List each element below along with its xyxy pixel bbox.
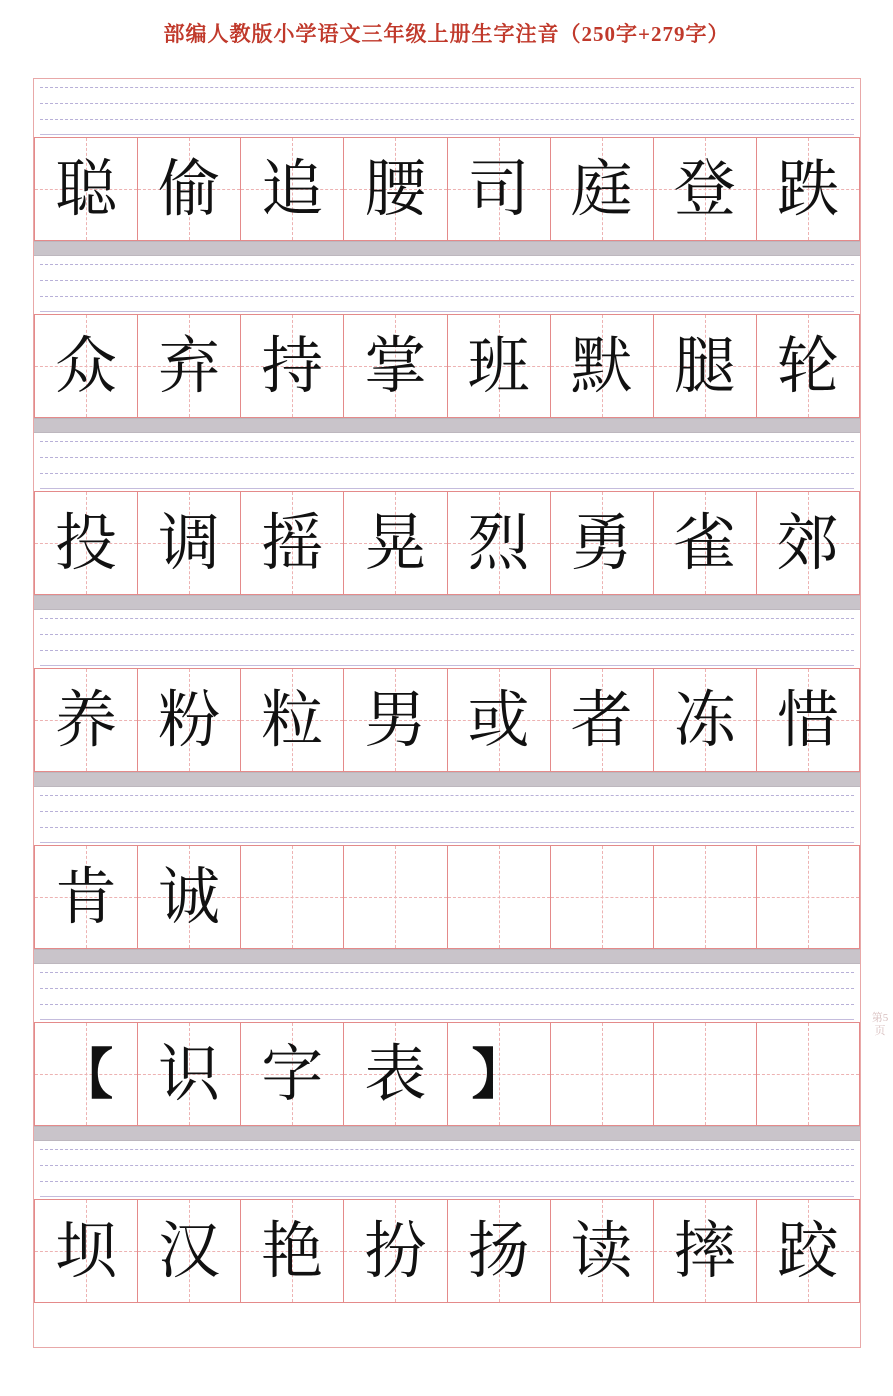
pinyin-strip	[34, 433, 860, 491]
character-cell[interactable]	[551, 1200, 654, 1302]
character-cell[interactable]	[654, 1023, 757, 1125]
character-cell[interactable]	[551, 492, 654, 594]
pinyin-line	[40, 1149, 854, 1150]
pinyin-line	[40, 842, 854, 843]
character-cell[interactable]	[448, 138, 551, 240]
character-cell[interactable]	[138, 1200, 241, 1302]
pinyin-line	[40, 618, 854, 619]
character-cell[interactable]	[654, 315, 757, 417]
pinyin-line	[40, 134, 854, 135]
character-glyph: 勇	[570, 506, 633, 579]
character-cell[interactable]	[551, 138, 654, 240]
cell-horizontal-guide	[344, 897, 446, 898]
character-cell[interactable]	[34, 846, 138, 948]
pinyin-line	[40, 457, 854, 458]
character-cell[interactable]	[241, 669, 344, 771]
character-cell[interactable]	[757, 1023, 860, 1125]
pinyin-line	[40, 87, 854, 88]
character-glyph: 众	[55, 329, 118, 402]
pinyin-line	[40, 311, 854, 312]
pinyin-line	[40, 634, 854, 635]
pinyin-line	[40, 827, 854, 828]
row-separator	[34, 418, 860, 433]
character-cell[interactable]	[757, 1200, 860, 1302]
character-glyph: 艳	[261, 1214, 324, 1287]
character-glyph: 掌	[364, 329, 427, 402]
character-cell[interactable]	[654, 492, 757, 594]
pinyin-line	[40, 665, 854, 666]
pinyin-line	[40, 988, 854, 989]
character-glyph: 或	[467, 683, 530, 756]
cell-horizontal-guide	[654, 897, 756, 898]
pinyin-line	[40, 296, 854, 297]
character-glyph: 调	[158, 506, 221, 579]
character-glyph: 扮	[364, 1214, 427, 1287]
character-glyph: 识	[158, 1037, 221, 1110]
character-glyph: 弃	[158, 329, 221, 402]
pinyin-strip	[34, 787, 860, 845]
character-cell[interactable]	[138, 492, 241, 594]
worksheet-block	[34, 1141, 860, 1303]
pinyin-line	[40, 1165, 854, 1166]
row-separator	[34, 949, 860, 964]
character-cell[interactable]	[448, 846, 551, 948]
character-cell[interactable]	[654, 846, 757, 948]
character-glyph: 摇	[261, 506, 324, 579]
character-row	[34, 137, 860, 241]
character-cell[interactable]	[344, 138, 447, 240]
character-cell[interactable]	[241, 1023, 344, 1125]
character-glyph: 者	[570, 683, 633, 756]
pinyin-line	[40, 488, 854, 489]
pinyin-line	[40, 1196, 854, 1197]
character-glyph: 聪	[55, 152, 118, 225]
character-cell[interactable]	[241, 1200, 344, 1302]
character-row	[34, 845, 860, 949]
character-glyph: 司	[467, 152, 530, 225]
cell-horizontal-guide	[551, 1074, 653, 1075]
character-glyph: 表	[364, 1037, 427, 1110]
pinyin-strip	[34, 964, 860, 1022]
character-cell[interactable]	[551, 1023, 654, 1125]
character-glyph: 登	[673, 152, 736, 225]
character-cell[interactable]	[448, 1023, 551, 1125]
cell-horizontal-guide	[757, 897, 859, 898]
pinyin-strip	[34, 79, 860, 137]
worksheet-block	[34, 79, 860, 256]
character-glyph: 】	[471, 1042, 526, 1106]
character-glyph: 粉	[158, 683, 221, 756]
character-cell[interactable]	[448, 669, 551, 771]
pinyin-line	[40, 1019, 854, 1020]
character-cell[interactable]	[757, 492, 860, 594]
character-glyph: 腿	[673, 329, 736, 402]
character-cell[interactable]	[344, 1023, 447, 1125]
pinyin-line	[40, 119, 854, 120]
character-cell[interactable]	[34, 138, 138, 240]
character-row	[34, 314, 860, 418]
page-margin-note: 第5页	[871, 1012, 889, 1037]
character-glyph: 字	[261, 1037, 324, 1110]
character-glyph: 粒	[261, 683, 324, 756]
pinyin-line	[40, 811, 854, 812]
row-separator	[34, 241, 860, 256]
row-separator	[34, 772, 860, 787]
character-glyph: 【	[59, 1042, 114, 1106]
character-row	[34, 491, 860, 595]
character-glyph: 投	[55, 506, 118, 579]
pinyin-line	[40, 280, 854, 281]
page-title: 部编人教版小学语文三年级上册生字注音（250字+279字）	[163, 22, 730, 46]
pinyin-line	[40, 795, 854, 796]
character-cell[interactable]	[138, 846, 241, 948]
character-glyph: 养	[55, 683, 118, 756]
character-cell[interactable]	[654, 138, 757, 240]
character-glyph: 轮	[776, 329, 839, 402]
character-cell[interactable]	[448, 315, 551, 417]
character-glyph: 男	[364, 683, 427, 756]
character-row	[34, 1199, 860, 1303]
character-cell[interactable]	[241, 846, 344, 948]
row-separator	[34, 595, 860, 610]
worksheet-block	[34, 787, 860, 964]
character-glyph: 诚	[158, 860, 221, 933]
pinyin-line	[40, 972, 854, 973]
character-glyph: 偷	[158, 152, 221, 225]
character-cell[interactable]	[34, 315, 138, 417]
character-glyph: 读	[570, 1214, 633, 1287]
character-cell[interactable]	[757, 846, 860, 948]
character-glyph: 摔	[673, 1214, 736, 1287]
pinyin-line	[40, 650, 854, 651]
cell-horizontal-guide	[654, 1074, 756, 1075]
character-glyph: 扬	[467, 1214, 530, 1287]
character-glyph: 雀	[673, 506, 736, 579]
character-cell[interactable]	[138, 315, 241, 417]
character-glyph: 冻	[673, 683, 736, 756]
character-cell[interactable]	[344, 492, 447, 594]
character-cell[interactable]	[344, 846, 447, 948]
cell-horizontal-guide	[551, 897, 653, 898]
character-cell[interactable]	[757, 669, 860, 771]
pinyin-strip	[34, 610, 860, 668]
character-cell[interactable]	[138, 138, 241, 240]
character-glyph: 班	[467, 329, 530, 402]
cell-horizontal-guide	[757, 1074, 859, 1075]
pinyin-line	[40, 1181, 854, 1182]
pinyin-line	[40, 441, 854, 442]
character-cell[interactable]	[757, 315, 860, 417]
character-cell[interactable]	[654, 669, 757, 771]
section-heading-row	[34, 1022, 860, 1126]
character-cell[interactable]	[344, 315, 447, 417]
character-row	[34, 668, 860, 772]
character-glyph: 晃	[364, 506, 427, 579]
worksheet-block	[34, 256, 860, 433]
cell-horizontal-guide	[448, 897, 550, 898]
pinyin-line	[40, 103, 854, 104]
character-cell[interactable]	[34, 669, 138, 771]
character-glyph: 肯	[55, 860, 118, 933]
practice-sheet	[33, 78, 861, 1348]
character-glyph: 惜	[776, 683, 839, 756]
worksheet-block	[34, 433, 860, 610]
character-glyph: 默	[570, 329, 633, 402]
character-cell[interactable]	[551, 846, 654, 948]
character-cell[interactable]	[241, 492, 344, 594]
character-cell[interactable]	[344, 1200, 447, 1302]
character-glyph: 庭	[570, 152, 633, 225]
character-glyph: 汉	[158, 1214, 221, 1287]
worksheet-block	[34, 610, 860, 787]
character-glyph: 跤	[776, 1214, 839, 1287]
character-cell[interactable]	[551, 315, 654, 417]
pinyin-line	[40, 473, 854, 474]
worksheet-block	[34, 964, 860, 1141]
pinyin-line	[40, 264, 854, 265]
character-cell[interactable]	[34, 1023, 138, 1125]
character-glyph: 郊	[776, 506, 839, 579]
character-cell[interactable]	[241, 138, 344, 240]
cell-horizontal-guide	[241, 897, 343, 898]
character-glyph: 持	[261, 329, 324, 402]
character-cell[interactable]	[757, 138, 860, 240]
character-glyph: 烈	[467, 506, 530, 579]
character-glyph: 跌	[776, 152, 839, 225]
pinyin-strip	[34, 1141, 860, 1199]
character-glyph: 追	[261, 152, 324, 225]
character-cell[interactable]	[138, 669, 241, 771]
character-cell[interactable]	[344, 669, 447, 771]
row-separator	[34, 1126, 860, 1141]
pinyin-strip	[34, 256, 860, 314]
pinyin-line	[40, 1004, 854, 1005]
character-cell[interactable]	[241, 315, 344, 417]
character-glyph: 腰	[364, 152, 427, 225]
character-cell[interactable]	[654, 1200, 757, 1302]
character-cell[interactable]	[448, 1200, 551, 1302]
character-cell[interactable]	[448, 492, 551, 594]
character-cell[interactable]	[34, 1200, 138, 1302]
character-cell[interactable]	[551, 669, 654, 771]
character-cell[interactable]	[138, 1023, 241, 1125]
character-cell[interactable]	[34, 492, 138, 594]
character-glyph: 坝	[55, 1214, 118, 1287]
